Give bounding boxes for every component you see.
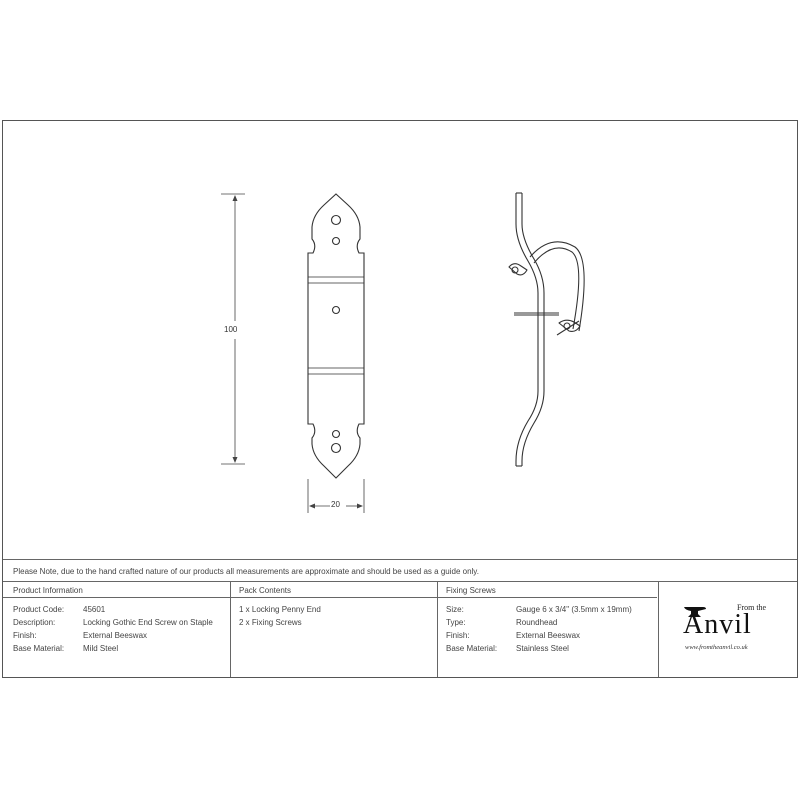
product-value: External Beeswax xyxy=(83,631,148,640)
front-view-strap xyxy=(308,194,364,478)
logo-brand: Anvil xyxy=(683,609,752,640)
product-value: Locking Gothic End Screw on Staple xyxy=(83,618,213,627)
width-dimension-label: 20 xyxy=(331,500,340,509)
logo-url: www.fromtheanvil.co.uk xyxy=(685,644,748,651)
side-view-staple xyxy=(509,193,584,466)
height-dimension-label: 100 xyxy=(224,325,238,334)
drawing-sheet xyxy=(2,120,798,678)
fixing-screws-title: Fixing Screws xyxy=(446,586,496,595)
product-value: Mild Steel xyxy=(83,644,119,653)
screw-label: Finish: xyxy=(446,631,470,640)
product-label: Product Code: xyxy=(13,605,65,614)
screw-value: External Beeswax xyxy=(516,631,581,640)
screw-value: Gauge 6 x 3/4" (3.5mm x 19mm) xyxy=(516,605,632,614)
screw-value: Roundhead xyxy=(516,618,558,627)
disclaimer-note: Please Note, due to the hand crafted nature of our products all measurements are approximate and should be used as a guide only. xyxy=(13,567,479,576)
column-divider-1 xyxy=(230,582,231,677)
product-info-title: Product Information xyxy=(13,586,83,595)
product-label: Base Material: xyxy=(13,644,65,653)
product-value: 45601 xyxy=(83,605,106,614)
screw-label: Type: xyxy=(446,618,466,627)
column-divider-2 xyxy=(437,582,438,677)
pack-contents-title: Pack Contents xyxy=(239,586,292,595)
from-the-anvil-logo xyxy=(679,599,789,659)
screw-label: Base Material: xyxy=(446,644,498,653)
divider-header xyxy=(3,597,657,598)
divider-top xyxy=(3,559,797,560)
divider-mid xyxy=(3,581,797,582)
product-label: Description: xyxy=(13,618,56,627)
technical-drawing xyxy=(3,121,799,561)
column-divider-3 xyxy=(658,582,659,677)
screw-label: Size: xyxy=(446,605,464,614)
pack-item: 1 x Locking Penny End xyxy=(239,605,321,614)
pack-item: 2 x Fixing Screws xyxy=(239,618,302,627)
logo-from-the: From the xyxy=(737,603,767,612)
product-label: Finish: xyxy=(13,631,37,640)
screw-value: Stainless Steel xyxy=(516,644,569,653)
